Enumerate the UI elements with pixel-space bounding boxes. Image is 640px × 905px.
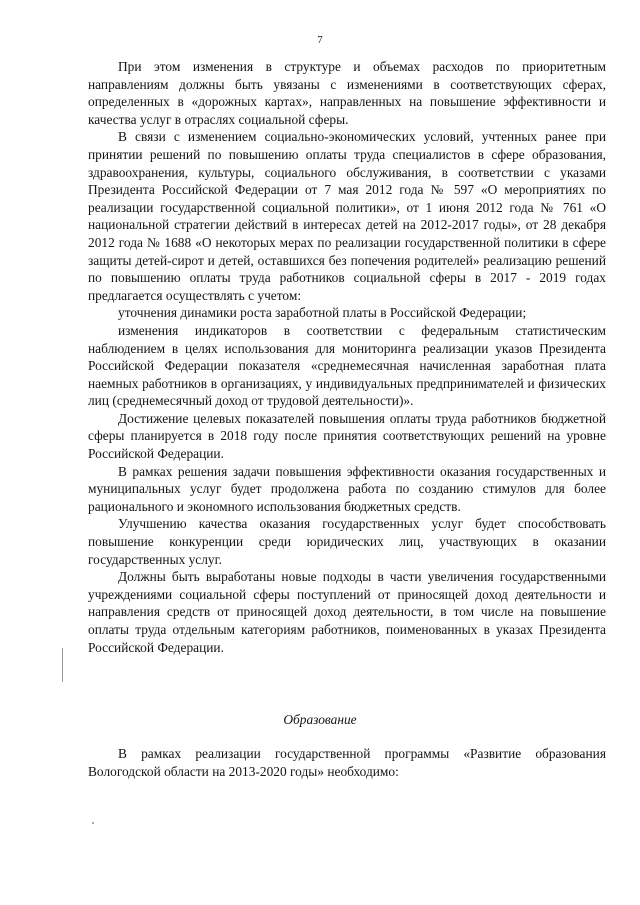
page-number: 7: [317, 34, 323, 46]
paragraph-8: Должны быть выработаны новые подходы в части увеличения государственными учреждениями социальной сферы поступлений от приносящей доход деятельности и направления средств от приносящей доход деятельности, в том числе на повышение оплаты труда отдельным категориям работников, поименованных в указах Президента Российской Федерации.: [88, 569, 606, 655]
body-text: [88, 58, 606, 656]
section-heading: Образование: [283, 712, 357, 727]
paragraph-6: В рамках решения задачи повышения эффективности оказания государственных и муниципальных услуг будет продолжена работа по созданию стимулов для более рационального и экономного использования бюджетных средств.: [88, 463, 606, 514]
scan-margin-mark: [62, 648, 63, 682]
section-paragraph: В рамках реализации государственной программы «Развитие образования Вологодской области на 2013-2020 годы» необходимо:: [88, 746, 606, 779]
paragraph-5: Достижение целевых показателей повышения оплаты труда работников бюджетной сферы планируется в 2018 году после принятия соответствующих решений на уровне Российской Федерации.: [88, 410, 606, 462]
paragraph-3: уточнения динамики роста заработной платы в Российской Федерации;: [118, 305, 527, 321]
paragraph-2: В связи с изменением социально-экономических условий, учтенных ранее при принятии решений по повышению оплаты труда специалистов в сфере образования, здравоохранения, культуры, социального обслуживания, в соответствии с указами Президента Российской Федерации от 7 мая 2012 года № 597 «О мероприятиях по реализации государственной социальной политики», от 1 июня 2012 года № 761 «О национальной стратегии действий в интересах детей на 2012-2017 годы», от 28 декабря 2012 года № 1688 «О некоторых мерах по реализации государственной политики в сфере защиты детей-сирот и детей, оставшихся без попечения родителей» реализацию решений по повышению оплаты труда работников социальной сферы в 2017 - 2019 годах предлагается осуществлять с учетом:: [88, 129, 606, 303]
section-body: [88, 745, 606, 780]
paragraph-1: При этом изменения в структуре и объемах расходов по приоритетным направлениям должны быть увязаны с изменениями в соответствующих сферах, определенных в «дорожных картах», направленных на повышение эффективности и качества услуг в отраслях социальной сферы.: [88, 59, 606, 127]
paragraph-7: Улучшению качества оказания государственных услуг будет способствовать повышение конкуренции среди юридических лиц, участвующих в оказании государственных услуг.: [88, 516, 606, 567]
scan-speck: [92, 822, 94, 824]
paragraph-4: изменения индикаторов в соответствии с федеральным статистическим наблюдением в целях использования для мониторинга реализации указов Президента Российской Федерации показателя «среднемесячная начисленная заработная плата наемных работников в организациях, у индивидуальных предпринимателей и физических лиц (среднемесячный доход от трудовой деятельности)».: [88, 322, 606, 409]
